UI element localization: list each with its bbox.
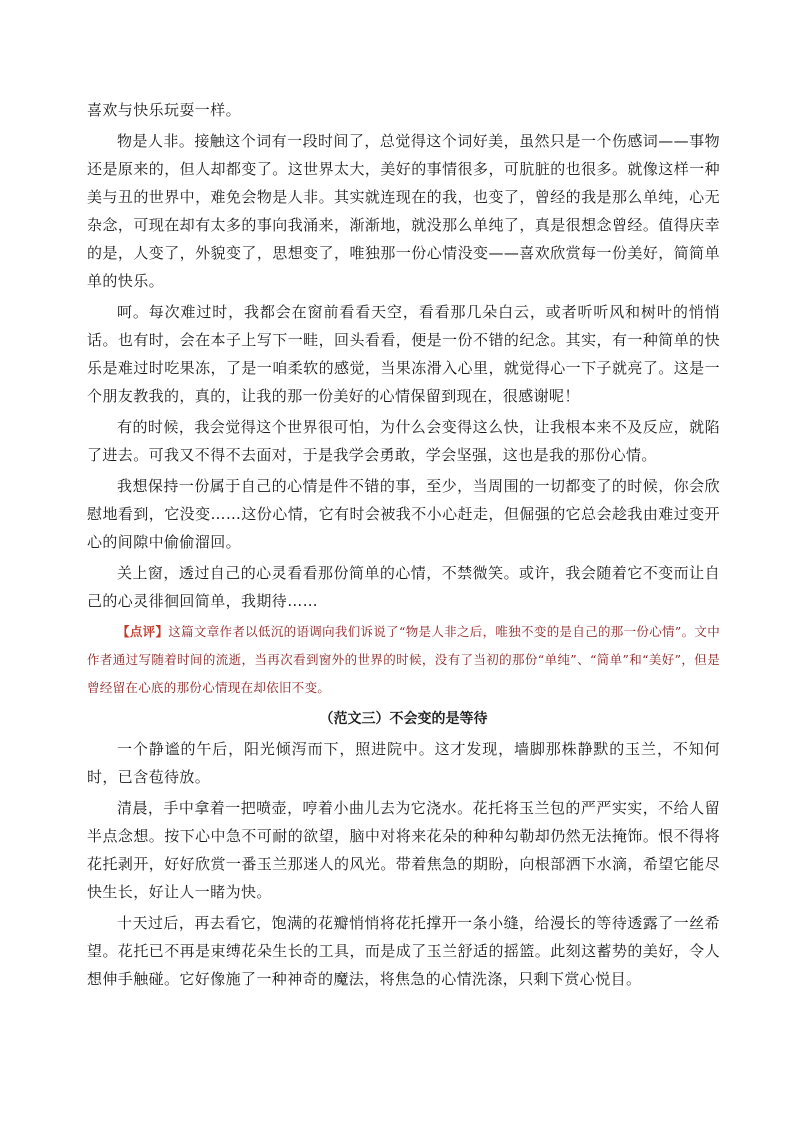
section-title: （范文三）不会变的是等待: [319, 711, 488, 727]
paragraph: 清晨，手中拿着一把喷壶，哼着小曲儿去为它浇水。花托将玉兰包的严严实实，不给人留半点念想。按下心中急不可耐的欲望，脑中对将来花朵的种种勾勒却仍然无法掩饰。恨不得将花托剥开，好好欣赏一番玉兰那迷人的风光。带着焦急的期盼，向根部洒下水滴，希望它能尽快生长，好让人一睹为快。: [87, 799, 720, 901]
comment-text: 这篇文章作者以低沉的语调向我们诉说了“物是人非之后，唯独不变的是自己的那一份心情”。文中作者通过写随着时间的流逝，当再次看到窗外的世界的时候，没有了当初的那份“单纯”、“简单”和“美好”，但是曾经留在心底的那份心情现在却依旧不变。: [87, 624, 721, 695]
paragraph: 物是人非。接触这个词有一段时间了，总觉得这个词好美，虽然只是一个伤感词——事物还是原来的，但人却都变了。这世界太大，美好的事情很多，可肮脏的也很多。就像这样一种美与丑的世界中，难免会物是人非。其实就连现在的我，也变了，曾经的我是那么单纯，心无杂念，可现在却有太多的事向我涌来，渐渐地，就没那么单纯了，真是很想念曾经。值得庆幸的是，人变了，外貌变了，思想变了，唯独那一份心情没变——喜欢欣赏每一份美好，简简单单的快乐。: [87, 132, 720, 290]
comment-block: [87, 618, 720, 702]
paragraph: 我想保持一份属于自己的心情是件不错的事，至少，当周围的一切都变了的时候，你会欣慰地看到，它没变……这份心情，它有时会被我不小心赶走，但倔强的它总会趁我由难过变开心的间隙中偷偷溜回。: [87, 477, 720, 551]
paragraph: 有的时候，我会觉得这个世界很可怕，为什么会变得这么快，让我根本来不及反应，就陷了进去。可我又不得不去面对，于是我学会勇敢，学会坚强，这也是我的那份心情。: [87, 418, 720, 464]
paragraph: 呵。每次难过时，我都会在窗前看看天空，看看那几朵白云，或者听听风和树叶的悄悄话。也有时，会在本子上写下一畦，回头看看，便是一份不错的纪念。其实，有一种简单的快乐是难过时吃果冻，了是一咱柔软的感觉，当果冻滑入心里，就觉得心一下子就亮了。这是一个朋友教我的，真的，让我的那一份美好的心情保留到现在，很感谢呢！: [87, 303, 720, 405]
paragraph: 关上窗，透过自己的心灵看看那份简单的心情，不禁微笑。或许，我会随着它不变而让自己的心灵徘徊回简单，我期待……: [87, 564, 720, 610]
intro-line: 喜欢与快乐玩耍一样。: [87, 101, 242, 119]
paragraph: 十天过后，再去看它，饱满的花瓣悄悄将花托撑开一条小缝，给漫长的等待透露了一丝希望。花托已不再是束缚花朵生长的工具，而是成了玉兰舒适的摇篮。此刻这蓄势的美好，令人想伸手触碰。它好像施了一种神奇的魔法，将焦急的心情洗涤，只剩下赏心悦目。: [87, 914, 720, 988]
paragraph: 一个静谧的午后，阳光倾泻而下，照进院中。这才发现，墙脚那株静默的玉兰，不知何时，已含苞待放。: [87, 740, 720, 786]
comment-label: 【点评】: [117, 624, 169, 639]
